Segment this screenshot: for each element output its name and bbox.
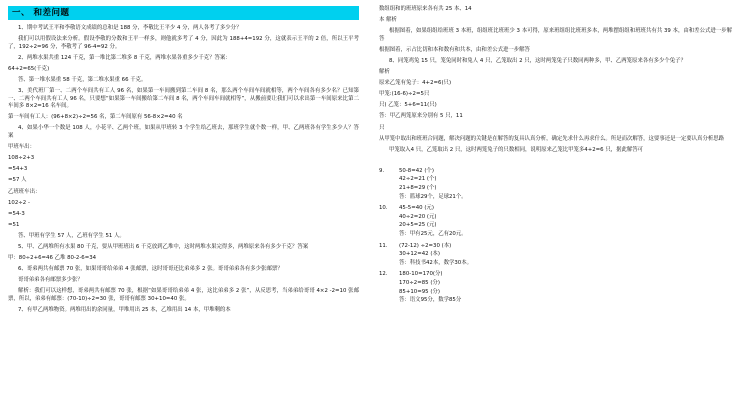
right-column	[377, 6, 732, 414]
paragraph: 6、哥弟两共有邮票 70 张，如果哥哥给弟弟 4 张邮票，这时哥哥还比弟弟多 2 张。哥哥弟弟各有多少张邮票？	[18, 266, 283, 273]
left-column	[8, 6, 363, 414]
paragraph: =57 人	[8, 177, 27, 184]
answer-line: 180-10=170(分)	[399, 271, 443, 278]
paragraph: 答：甲乙两笼原来分别有 5 只，11	[379, 113, 463, 120]
right-column-body	[379, 6, 732, 154]
paragraph: 1、期中考试王平和李敬语文成绩的总和是 188 分，李敬比王平少 4 分，两人各考了多少分？	[18, 25, 242, 31]
answer-line: 20+5=25 (元)	[399, 222, 437, 229]
paragraph: =51	[8, 221, 20, 228]
paragraph: 108÷2+3	[8, 155, 35, 162]
paragraph: 我们可以用假设法来分析。假设李敬的分数和王平一样多，则他就多考了 4 分，因此为 188+4=192 分，这就表示王平的 2 倍，所以王平考了，192÷2=96 分，李敬考了 96-4=92 分。	[8, 36, 359, 50]
answer-line: (72-12) ÷2=30 (本)	[399, 242, 452, 249]
paragraph: 8、同笼鸡兔 15 只，笼兔同时和兔人 4 只，乙笼取出 2 只，这时两笼兔子只数同两种多，甲、乙两笼原来各有多少个兔子？	[389, 57, 686, 64]
answer-list	[379, 168, 732, 306]
paragraph: 哥哥弟弟各有邮票多少张？	[18, 277, 83, 284]
paragraph: =54-3	[8, 210, 25, 217]
paragraph: 数组组和的班班原来各有共 25 本、14	[379, 6, 472, 12]
paragraph: 102÷2 -	[8, 199, 30, 206]
answer-line: 45-5=40 (元)	[399, 205, 434, 212]
paragraph: 只	[379, 124, 385, 131]
paragraph: 只) 乙笼：5+6=11(只)	[379, 102, 437, 109]
answer-line: 30+12=42 (本)	[399, 251, 440, 258]
answer-line: 21+8=29 (个)	[399, 185, 437, 191]
paragraph: 解析：我们可以这样想，哥弟两共有邮票 70 张，根据“如果哥哥给弟弟 4 张，这比弟弟多 2 张”，从反思考，当弟弟给哥哥 4×2 -2=10 张邮票，所以，弟弟有邮票：(70-10)÷2=30 张，哥哥有邮票 30+10=40 张。	[8, 288, 359, 302]
answer-item-number: 9.	[379, 167, 385, 174]
paragraph: =54+3	[8, 166, 28, 173]
paragraph: 2、两堆水果共重 124 千克，第一堆比第二堆多 8 千克，两堆水果各重多少千克？答案：	[18, 54, 231, 61]
answer-line: 170÷2=85 (分)	[399, 279, 440, 286]
paragraph: 64+2=65(千克)	[8, 65, 50, 72]
answer-item-body	[399, 243, 732, 269]
answer-item-body	[399, 205, 732, 239]
paragraph: 第一车间有工人：(96+8×2)÷2=56 名，第二车间原有 56-8×2=40 名	[8, 114, 183, 121]
answer-item	[379, 168, 732, 202]
paragraph: 乙班班车出：	[8, 188, 41, 195]
answer-line: 50-8=42 (个)	[399, 167, 434, 174]
paragraph: 甲笼取入4 只，乙笼取出 2 只，这时两笼兔子的只数相同，说明原来乙笼比甲笼多4+2=6 只，据此解答可	[389, 146, 644, 153]
answer-item	[379, 271, 732, 305]
answer-line: 42÷2=21 (个)	[399, 176, 437, 183]
paragraph: 4、如果小华一个数是 108 人，小花平、乙两个班，如果从甲班转 3 个学生给乙班去，那班学生就个数一样，甲、乙两班各有学生多少人？答案	[8, 125, 359, 140]
paragraph: 5、甲、乙两堆所有水果 80 千克，要从甲班班出 6 千克放到乙堆中，这时两堆水果完得多，两堆原来各有多少千克？答案	[18, 243, 309, 250]
page-title: 一、 和差问题	[8, 6, 359, 20]
paragraph: 3、美代班厂第一、二两个车间共有工人 96 名，如果第一车间搬到第二车间 8 名，那么两个车间车间就相等，两个车间各有多少名？已知第一、二两个车间共有工人 96 名，只要想“如果第一车间搬给第二车间 8 名，两个车间车间就相等”，从搬前要让我们可以求出第一车间原来比第二车间多 8×2=16 名车间。	[8, 88, 359, 110]
answer-line: 85+10=95 (分)	[399, 288, 440, 295]
paragraph: 根据图着，示占比切和本和数有和共本，由和差公式进一步解答	[379, 46, 530, 53]
paragraph: 甲笼:(16-6)÷2=5只	[379, 91, 430, 98]
answer-item-body	[399, 168, 732, 202]
left-column-body	[8, 25, 359, 315]
paragraph: 甲：80÷2+6=46 乙堆 80-2-6=34	[8, 255, 97, 262]
paragraph: 原来乙笼有兔子：4+2=6(只)	[379, 80, 452, 87]
answer-line: 答：篮球29个，足球21个。	[399, 193, 467, 200]
answer-item-body	[399, 271, 732, 305]
paragraph: 答、第一堆水果重 58 千克，第二堆水果重 66 千克。	[18, 76, 147, 83]
answer-item-number: 12.	[379, 271, 388, 278]
answer-item	[379, 243, 732, 269]
paragraph: 解析	[379, 69, 390, 76]
answer-line: 答：语文95分，数学85分	[399, 297, 462, 304]
answer-item	[379, 205, 732, 239]
answer-line: 答：科技书42本，数学30本。	[399, 259, 473, 266]
answer-item-number: 10.	[379, 205, 388, 212]
answer-item-number: 11.	[379, 242, 388, 249]
answer-line: 答：甲有25元，乙有20元。	[399, 230, 467, 237]
paragraph: 甲班车出：	[8, 144, 35, 151]
answer-line: 40÷2=20 (元)	[399, 213, 437, 220]
paragraph: 7、有甲乙两堆物资。两堆用出的余同量，甲堆用出 25 本，乙堆用出 14 本，甲堆剩的本	[18, 307, 231, 314]
paragraph: 本 解析	[379, 17, 397, 24]
paragraph: 从甲笼中取出和班班合同题，解决问题的关键是在解答的复具认真分析，确定先求什么再求什么。所是而次解答，这要事还是一定要认真分析思路	[379, 135, 725, 142]
paragraph: 根据图着，如果组组给班班 3 本班，组组班比班班少 3 本可得，原来班组组比班班多本，两堆摆组组和班班共有共 39 本，由和差公式进一步解答	[379, 28, 732, 42]
paragraph: 答、甲班有学生 57 人，乙班有学生 51 人。	[18, 232, 125, 239]
